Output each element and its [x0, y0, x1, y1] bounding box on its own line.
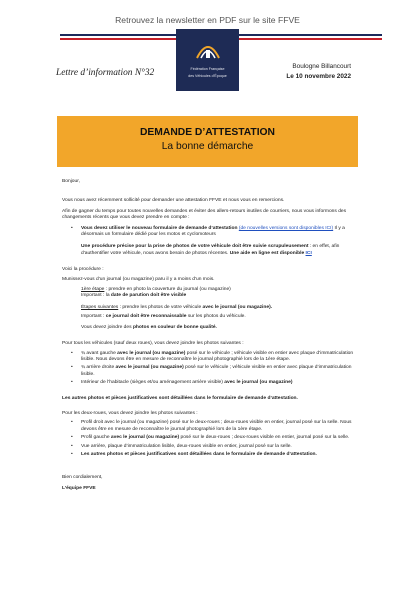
- title-banner: [57, 116, 358, 167]
- magazine-instruction: Munissez-vous d’un journal (ou magazine) paru il y a moins d’un mois.: [62, 276, 215, 282]
- online-help-link[interactable]: ICI: [305, 250, 312, 256]
- form-notice-rest: Il y a désormais un formulaire dédié pour les motos et cyclomoteurs: [81, 225, 345, 238]
- letter-date: Le 10 novembre 2022: [286, 73, 351, 80]
- issue-number: Lettre d’information N°32: [56, 68, 155, 78]
- moto-photo-2: Profil gauche: [81, 435, 110, 441]
- changes-paragraph: Afin de gagner du temps pour toutes nouvelles demandes et éviter des allers-retours inutiles de courriers, nous vous informons des changements récents que vous devez prendre en compte :: [62, 208, 347, 221]
- bullet-icon: •: [71, 435, 73, 441]
- quality-text: Vous devez joindre des: [81, 324, 132, 330]
- car-photo-2-rest: posé sur le véhicule ; véhicule visible en entier avec plaque d’immatriculation lisible.: [81, 365, 352, 377]
- moto-intro: Pour les deux-roues, vous devez joindre les photos suivantes :: [62, 410, 198, 416]
- car-photo-1: ¾ avant gauche: [81, 350, 116, 356]
- quality-line: [81, 325, 362, 331]
- bullet-icon: •: [71, 350, 73, 356]
- cars-intro: Pour tous les véhicules (sauf deux roues), vous devez joindre les photos suivantes :: [62, 341, 244, 347]
- new-form-link[interactable]: (de nouvelles versions sont disponibles ICI): [238, 225, 334, 231]
- form-notice: Vous devez utiliser le nouveau formulaire de demande d’attestation: [81, 225, 238, 231]
- step-1-important-strong: date de parution doit être visible: [110, 293, 187, 299]
- logo-text-1: Fédération Française: [190, 67, 225, 71]
- bullet-icon: •: [71, 365, 73, 371]
- step-1-text: : prendre en photo la couverture du journal (ou magazine): [105, 287, 231, 293]
- list-item: [62, 420, 362, 433]
- procedure-rest: : en effet, afin d’authentifier votre véhicule, nous avons besoin de photos récentes.: [81, 244, 340, 256]
- list-item: [62, 351, 362, 364]
- list-item: [62, 365, 362, 378]
- procedure-strong: Une procédure précise pour la prise de photos de votre véhicule doit être suivie scrupuleusement: [81, 244, 309, 250]
- closing: Bien cordialement,: [62, 475, 103, 481]
- step-1: [62, 287, 362, 300]
- ffve-logo: [176, 29, 239, 91]
- moto-photo-3: Vue arrière, plaque d’immatriculation lisible, deux-roues visible en entier, journal posé sur la selle.: [81, 443, 292, 449]
- bullet-icon: •: [71, 443, 73, 449]
- car-photo-1-rest: posé sur le véhicule ; véhicule visible en entier avec plaque d’immatriculation lisible. Nous devons être en mesure de reconnaître le journal photographié lors de la 1ère étape.: [81, 350, 354, 362]
- following-steps: [62, 305, 362, 331]
- cars-footer: [62, 396, 362, 402]
- step-1-important: [81, 293, 362, 299]
- list-item: [62, 435, 362, 441]
- bullet-icon: •: [71, 225, 73, 231]
- banner-subtitle: La bonne démarche: [161, 141, 254, 152]
- moto-photo-2-rest: posé sur le deux-roues ; deux-roues visible en entier, journal posé sur la selle.: [180, 435, 350, 441]
- place-date: [281, 63, 351, 80]
- procedure-paragraph: [62, 244, 362, 257]
- online-help: Une aide en ligne est disponible: [229, 250, 305, 256]
- newsletter-link[interactable]: Retrouvez la newsletter en PDF sur le site FFVE: [115, 15, 300, 25]
- steps-important: [81, 314, 362, 320]
- steps-important-rest: sur les photos du véhicule.: [187, 314, 246, 320]
- moto-photo-4: Les autres photos et pièces justificatives sont détaillées dans le formulaire de demande d’attestation.: [81, 451, 317, 457]
- procedure-heading: Voici la procédure :: [62, 267, 104, 273]
- letter-body: [62, 179, 362, 492]
- bullet-icon: •: [71, 451, 73, 457]
- logo-text-2: des Véhicules d’Époque: [188, 73, 227, 78]
- intro-paragraph: Vous nous avez récemment sollicité pour demander une attestation FFVE et nous vous en remercions.: [62, 198, 285, 204]
- quality-strong: photos en couleur de bonne qualité.: [132, 324, 217, 330]
- banner-title: DEMANDE D’ATTESTATION: [140, 127, 275, 138]
- car-photo-2: ¾ arrière droite: [81, 365, 115, 371]
- bullet-icon: •: [71, 380, 73, 386]
- steps-label: Étapes suivantes: [81, 304, 119, 310]
- ffve-emblem-icon: [176, 38, 239, 65]
- steps-text: : prendre les photos de votre véhicule: [119, 304, 202, 310]
- car-photo-2-strong: avec le journal (ou magazine): [115, 365, 184, 371]
- list-item: [62, 380, 362, 386]
- moto-photo-1: Profil droit avec le journal (ou magazine) posé sur le deux-roues ; deux-roues visible en entier, journal posé sur la selle. Nous devons être en mesure de reconnaître le journal photographié lors de la 1ère étape.: [81, 420, 352, 432]
- step-1-label: 1ère étape: [81, 287, 105, 293]
- steps-important-strong: ce journal doit être reconnaissable: [105, 314, 187, 320]
- signature: [62, 486, 362, 492]
- list-item: [62, 444, 362, 450]
- steps-strong: avec le journal (ou magazine).: [202, 304, 273, 310]
- list-item: [62, 226, 362, 239]
- bullet-icon: •: [71, 420, 73, 426]
- greeting: Bonjour,: [62, 179, 80, 184]
- car-photo-1-strong: avec le journal (ou magazine): [117, 350, 186, 356]
- signature-text: L’équipe FFVE: [62, 485, 96, 491]
- city: Boulogne Billancourt: [292, 63, 351, 70]
- steps-important-label: Important :: [81, 314, 105, 320]
- list-item: [62, 452, 362, 458]
- cars-footer-text: Les autres photos et pièces justificatives sont détaillées dans le formulaire de demande d’attestation.: [62, 395, 298, 401]
- steps-line: [81, 305, 362, 311]
- step-1-important-label: Important : la: [81, 293, 110, 299]
- car-photo-3-strong: avec le journal (ou magazine): [224, 380, 293, 386]
- moto-photo-2-strong: avec le journal (ou magazine): [110, 435, 180, 441]
- car-photo-3: Intérieur de l’habitacle (sièges et/ou aménagement arrière visible): [81, 380, 223, 386]
